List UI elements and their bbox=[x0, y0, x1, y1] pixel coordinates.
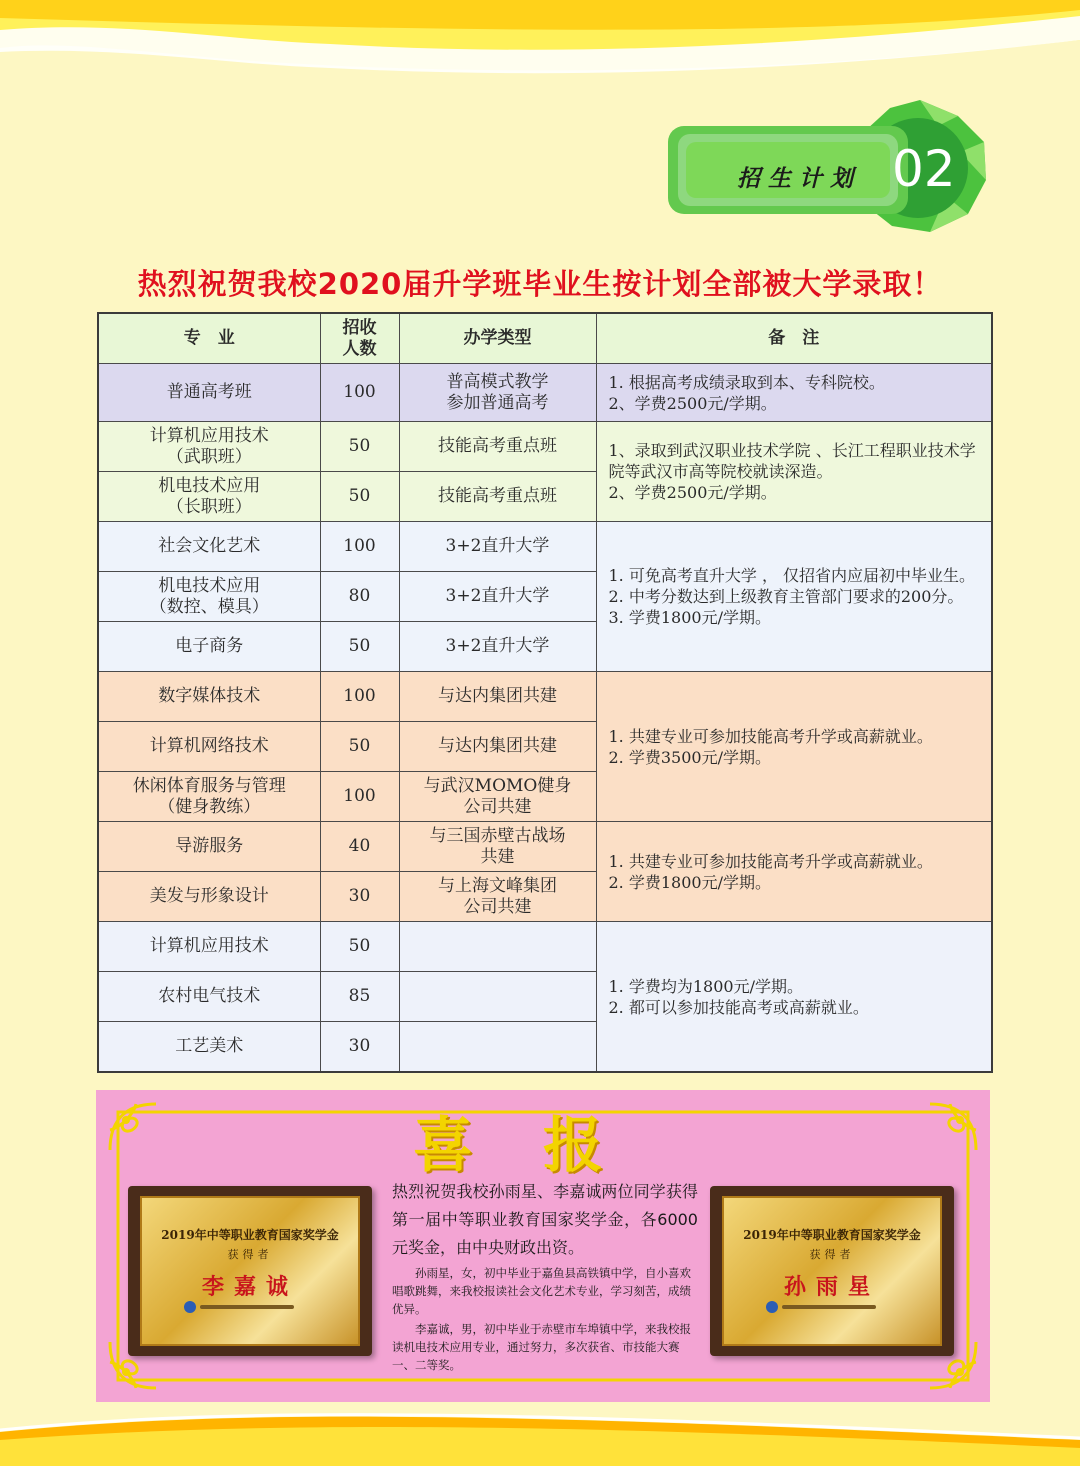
cell-quota: 100 bbox=[320, 672, 399, 722]
cell-type: 与上海文峰集团 公司共建 bbox=[399, 872, 596, 922]
badge-number: 02 bbox=[892, 140, 956, 198]
news-text bbox=[392, 1178, 698, 1374]
cell-quota: 100 bbox=[320, 522, 399, 572]
table-row bbox=[98, 922, 992, 972]
cell-major: 计算机应用技术 bbox=[98, 922, 320, 972]
header-note: 备 注 bbox=[596, 313, 992, 364]
plaque-award-title: 2019年中等职业教育国家奖学金 bbox=[743, 1228, 921, 1242]
cell-quota: 30 bbox=[320, 872, 399, 922]
good-news-panel bbox=[96, 1090, 990, 1402]
note-line: 2. 都可以参加技能高考或高薪就业。 bbox=[608, 997, 869, 1017]
cell-quota: 50 bbox=[320, 622, 399, 672]
cell-type: 与达内集团共建 bbox=[399, 672, 596, 722]
cell-type bbox=[399, 1022, 596, 1073]
note-line: 1、录取到武汉职业技术学院 、长江工程职业技术学院等武汉市高等院校就读深造。 bbox=[608, 441, 976, 481]
plaque-gold-plate bbox=[140, 1196, 360, 1346]
cell-note bbox=[596, 922, 992, 1073]
plaque-recipient-label: 获得者 bbox=[809, 1248, 855, 1261]
school-seal-icon bbox=[184, 1300, 294, 1314]
cell-major: 机电技术应用 （长职班） bbox=[98, 472, 320, 522]
header-quota: 招收 人数 bbox=[320, 313, 399, 364]
cell-major: 电子商务 bbox=[98, 622, 320, 672]
cell-note bbox=[596, 422, 992, 522]
cell-quota: 80 bbox=[320, 572, 399, 622]
cell-quota: 85 bbox=[320, 972, 399, 1022]
table-row bbox=[98, 522, 992, 572]
cell-major: 数字媒体技术 bbox=[98, 672, 320, 722]
section-badge bbox=[668, 96, 998, 236]
cell-quota: 50 bbox=[320, 922, 399, 972]
cell-note bbox=[596, 522, 992, 672]
cell-major: 普通高考班 bbox=[98, 364, 320, 422]
cell-type: 3+2直升大学 bbox=[399, 572, 596, 622]
note-line: 2、学费2500元/学期。 bbox=[608, 483, 777, 502]
note-line: 1. 可免高考直升大学 ， 仅招省内应届初中毕业生。 bbox=[608, 566, 976, 585]
table-header-row bbox=[98, 313, 992, 364]
header-type: 办学类型 bbox=[399, 313, 596, 364]
plaque-award-title: 2019年中等职业教育国家奖学金 bbox=[161, 1228, 339, 1242]
news-profile-li: 李嘉诚，男，初中毕业于赤壁市车埠镇中学，来我校报读机电技术应用专业，通过努力，多次获省、市技能大赛一、二等奖。 bbox=[392, 1322, 691, 1372]
table-row bbox=[98, 364, 992, 422]
cell-major: 导游服务 bbox=[98, 822, 320, 872]
note-line: 1. 共建专业可参加技能高考升学或高薪就业。 bbox=[608, 851, 933, 871]
cell-quota: 100 bbox=[320, 364, 399, 422]
note-line: 1. 共建专业可参加技能高考升学或高薪就业。 bbox=[608, 726, 933, 746]
news-profile-sun: 孙雨星，女，初中毕业于嘉鱼县高铁镇中学，自小喜欢唱歌跳舞，来我校报读社会文化艺术专业，学习刻苦，成绩优异。 bbox=[392, 1266, 691, 1316]
cell-type: 与三国赤壁古战场 共建 bbox=[399, 822, 596, 872]
cell-type: 与达内集团共建 bbox=[399, 722, 596, 772]
cell-major: 农村电气技术 bbox=[98, 972, 320, 1022]
cell-type: 3+2直升大学 bbox=[399, 622, 596, 672]
note-line: 3. 学费1800元/学期。 bbox=[608, 608, 771, 627]
cell-quota: 50 bbox=[320, 722, 399, 772]
plaque-recipient-name: 李嘉诚 bbox=[201, 1274, 298, 1300]
cell-major: 休闲体育服务与管理 （健身教练） bbox=[98, 772, 320, 822]
cell-quota: 100 bbox=[320, 772, 399, 822]
news-title: 喜报 bbox=[413, 1111, 673, 1181]
award-plaque-right bbox=[710, 1186, 954, 1356]
cell-quota: 50 bbox=[320, 472, 399, 522]
cell-major: 工艺美术 bbox=[98, 1022, 320, 1073]
cell-type: 3+2直升大学 bbox=[399, 522, 596, 572]
note-line: 2. 学费3500元/学期。 bbox=[608, 747, 771, 767]
top-wave-band bbox=[0, 0, 1080, 110]
cell-quota: 30 bbox=[320, 1022, 399, 1073]
note-line: 1. 学费均为1800元/学期。 bbox=[608, 976, 803, 996]
header-major: 专 业 bbox=[98, 313, 320, 364]
cell-type: 普高模式教学 参加普通高考 bbox=[399, 364, 596, 422]
cell-type bbox=[399, 972, 596, 1022]
headline: 热烈祝贺我校2020届升学班毕业生按计划全部被大学录取！ bbox=[137, 267, 943, 301]
cell-type bbox=[399, 922, 596, 972]
note-line: 2. 中考分数达到上级教育主管部门要求的200分。 bbox=[608, 587, 964, 606]
award-plaque-left bbox=[128, 1186, 372, 1356]
table-row bbox=[98, 672, 992, 722]
cell-major: 美发与形象设计 bbox=[98, 872, 320, 922]
school-seal-icon bbox=[766, 1300, 876, 1314]
news-announcement: 热烈祝贺我校孙雨星、李嘉诚两位同学获得第一届中等职业教育国家奖学金，各6000元奖金，由中央财政出资。 bbox=[392, 1182, 698, 1257]
cell-major: 社会文化艺术 bbox=[98, 522, 320, 572]
cell-type: 技能高考重点班 bbox=[399, 472, 596, 522]
plaque-recipient-label: 获得者 bbox=[227, 1248, 273, 1261]
cell-note bbox=[596, 672, 992, 822]
cell-quota: 40 bbox=[320, 822, 399, 872]
cell-note bbox=[596, 822, 992, 922]
cell-type: 与武汉MOMO健身 公司共建 bbox=[399, 772, 596, 822]
badge-label: 招生计划 bbox=[737, 166, 861, 192]
note-line: 1. 根据高考成绩录取到本、专科院校。 bbox=[608, 372, 885, 392]
table-row bbox=[98, 822, 992, 872]
cell-quota: 50 bbox=[320, 422, 399, 472]
cell-major: 机电技术应用 （数控、模具） bbox=[98, 572, 320, 622]
cell-note bbox=[596, 364, 992, 422]
plaque-recipient-name: 孙雨星 bbox=[783, 1274, 880, 1300]
note-line: 2. 学费1800元/学期。 bbox=[608, 872, 771, 892]
table-row bbox=[98, 422, 992, 472]
enrollment-plan-table bbox=[97, 312, 993, 1073]
cell-major: 计算机应用技术 （武职班） bbox=[98, 422, 320, 472]
cell-type: 技能高考重点班 bbox=[399, 422, 596, 472]
note-line: 2、学费2500元/学期。 bbox=[608, 393, 777, 413]
plaque-gold-plate bbox=[722, 1196, 942, 1346]
cell-major: 计算机网络技术 bbox=[98, 722, 320, 772]
bottom-wave-band bbox=[0, 1396, 1080, 1466]
